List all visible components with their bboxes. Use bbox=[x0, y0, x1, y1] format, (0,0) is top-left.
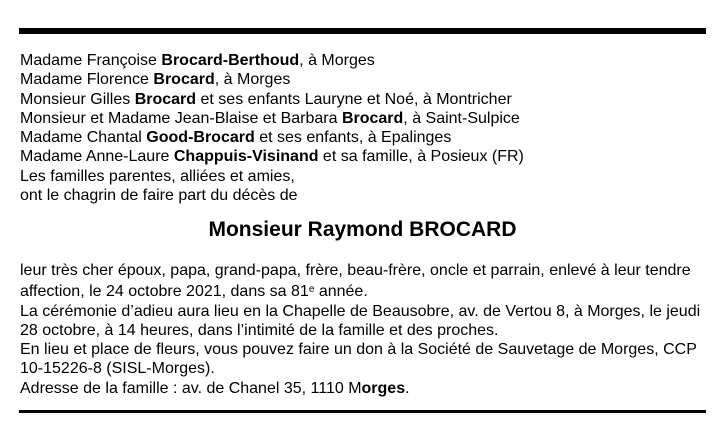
family-name-bold: Brocard bbox=[153, 71, 215, 89]
notice-line bbox=[20, 147, 524, 166]
text-segment: Madame Françoise bbox=[20, 52, 162, 69]
text-segment: Madame Chantal bbox=[20, 129, 147, 147]
text-segment: année. bbox=[314, 283, 368, 301]
notice-line bbox=[20, 90, 524, 109]
family-name-bold: Brocard-Berthoud bbox=[161, 52, 300, 69]
deceased-name-title: Monsieur Raymond BROCARD bbox=[208, 218, 517, 241]
text-segment: et ses enfants, à Epalinges bbox=[254, 129, 452, 147]
family-name-bold: Brocard bbox=[134, 90, 197, 108]
family-name-bold: Good-Brocard bbox=[146, 129, 255, 147]
text-segment: Monsieur Gilles bbox=[20, 90, 135, 108]
notice-line bbox=[20, 359, 700, 378]
family-name-bold: Brocard bbox=[341, 109, 404, 127]
text-segment: Les familles parentes, alliées et amies, bbox=[20, 167, 295, 185]
top-rule bbox=[19, 28, 706, 34]
text-segment: En lieu et place de fleurs, vous pouvez faire un don à la Société de Sauvetage de Morges, CCP bbox=[20, 341, 697, 359]
text-segment: leur très cher époux, papa, grand-papa, frère, beau-frère, oncle et parrain, enlevé à leur tendre bbox=[20, 262, 691, 279]
notice-line bbox=[20, 70, 524, 89]
text-segment: et sa famille, à Posieux (FR) bbox=[318, 148, 524, 166]
notice-line bbox=[20, 167, 524, 186]
text-segment: 10-15226-8 (SISL-Morges). bbox=[20, 360, 215, 378]
text-segment: affection, le 24 octobre 2021, dans sa 81 bbox=[20, 283, 309, 301]
notice-body bbox=[20, 261, 700, 398]
text-segment: Adresse de la famille : av. de Chanel 35, 1110 M bbox=[20, 379, 362, 397]
text-segment: , à Morges bbox=[299, 52, 375, 69]
text-segment: , à Saint-Sulpice bbox=[403, 109, 520, 127]
family-lines bbox=[20, 51, 524, 205]
notice-line bbox=[20, 261, 700, 280]
ordinal-superscript: e bbox=[308, 284, 315, 296]
family-name-bold: Chappuis-Visinand bbox=[173, 148, 319, 166]
text-segment: ont le chagrin de faire part du décès de bbox=[20, 187, 298, 205]
bottom-rule bbox=[19, 410, 706, 413]
text-segment: , à Morges bbox=[214, 71, 291, 89]
text-segment: et ses enfants Lauryne et Noé, à Montricher bbox=[196, 90, 512, 108]
notice-line bbox=[20, 186, 524, 205]
notice-line bbox=[20, 51, 524, 70]
text-segment: . bbox=[405, 379, 410, 397]
text-segment: Madame Florence bbox=[20, 71, 154, 89]
notice-line bbox=[20, 128, 524, 147]
notice-line bbox=[20, 109, 524, 128]
family-name-bold: orges bbox=[361, 379, 406, 397]
notice-line bbox=[20, 321, 700, 340]
text-segment: Monsieur et Madame Jean-Blaise et Barbara bbox=[20, 109, 342, 127]
notice-line bbox=[20, 280, 700, 301]
notice-line bbox=[20, 379, 700, 398]
text-segment: La cérémonie d’adieu aura lieu en la Chapelle de Beausobre, av. de Vertou 8, à Morges, le jeudi bbox=[20, 302, 701, 320]
text-segment: Madame Anne-Laure bbox=[20, 148, 174, 166]
notice-line bbox=[20, 340, 700, 359]
notice-line bbox=[20, 302, 700, 321]
text-segment: 28 octobre, à 14 heures, dans l’intimité de la famille et des proches. bbox=[20, 321, 499, 339]
